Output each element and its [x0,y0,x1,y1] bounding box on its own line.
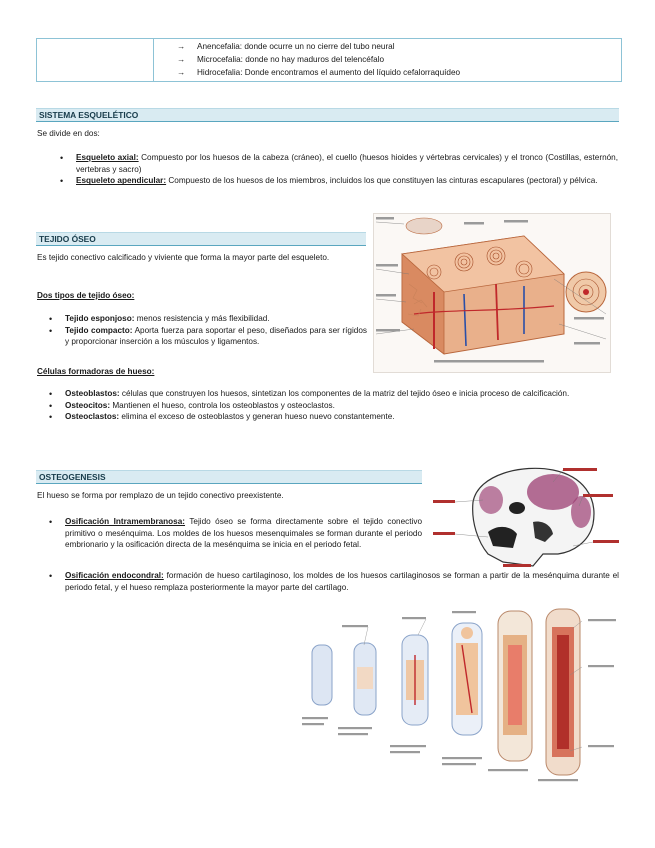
section-heading-bone-tissue: TEJIDO ÓSEO [36,232,366,246]
list-item: • Tejido esponjoso: menos resistencia y más flexibilidad. [37,313,367,325]
top-table [36,38,622,82]
endochondral-ossification-diagram [302,605,619,785]
fetal-skull-diagram [433,462,619,570]
list-item: • Osteoblastos: células que construyen los huesos, sintetizan los componentes de la matriz del tejido óseo e inicia proceso de calcificación. [37,388,619,400]
arrow-icon: → [177,42,186,51]
list-item: → Anencefalia: donde ocurre un no cierre del tubo neural [177,42,395,51]
list-item: • Esqueleto axial: Compuesto por los huesos de la cabeza (cráneo), el cuello (huesos hioides y vértebras cervicales) y el tronco (Costillas, esternón, vertebras y sacro) [48,152,618,175]
list-item: • Osteocitos: Mantienen el hueso, controla los osteoblastos y osteoclastos. [37,400,619,412]
bone-tissue-svg [374,214,610,372]
ossification-svg [302,605,619,785]
list-item: • Esqueleto apendicular: Compuesto de los huesos de los miembros, incluidos los que constituyen las cinturas escapulares (pectoral) y pélvica. [48,175,618,187]
table-divider [153,39,154,81]
skeletal-intro: Se divide en dos: [37,129,100,138]
arrow-icon: → [177,68,186,77]
section-heading-skeletal: SISTEMA ESQUELÉTICO [36,108,619,122]
osteogenesis-intro: El hueso se forma por remplazo de un tejido conectivo preexistente. [37,491,284,500]
osteogenesis-list [37,516,422,551]
list-item: • Osificación Intramembranosa: Tejido óseo se forma directamente sobre el tejido conectivo primitivo o mesénquima. Los moldes de los huesos mesenquimales se forman durante el periodo embrionario y la osificación directa de la mesénquima se inicia en el periodo fetal. [37,516,422,551]
list-item: • Tejido compacto: Aporta fuerza para soportar el peso, diseñados para ser rígidos y proporcionar inserción a los músculos y ligamentos. [37,325,367,348]
list-item: → Hidrocefalia: Donde encontramos el aumento del líquido cefalorraquídeo [177,68,461,77]
skull-svg [433,462,619,570]
tissue-types-list [37,313,367,348]
list-item: • Osteoclastos: elimina el exceso de osteoblastos y generan hueso nuevo constantemente. [37,411,619,423]
section-heading-osteogenesis: OSTEOGENESIS [36,470,422,484]
osteogenesis-item-2: • Osificación endocondral: formación de hueso cartilaginoso, los moldes de los huesos cartilaginosos se forman a partir de la mesénquima durante el periodo fetal, y el hueso remplaza posteriormente la mayor parte del cartílago. [49,571,619,592]
tissue-types-title: Dos tipos de tejido óseo: [37,291,135,300]
table-list [177,41,460,80]
cells-title: Células formadoras de hueso: [37,367,155,376]
skeletal-list [48,152,618,187]
cells-list [37,388,619,423]
bone-tissue-diagram [373,213,611,373]
bone-tissue-intro: Es tejido conectivo calcificado y viviente que forma la mayor parte del esqueleto. [37,253,330,262]
arrow-icon: → [177,55,186,64]
bullet: • [49,571,53,581]
list-item: → Microcefalia: donde no hay maduros del telencéfalo [177,55,385,64]
